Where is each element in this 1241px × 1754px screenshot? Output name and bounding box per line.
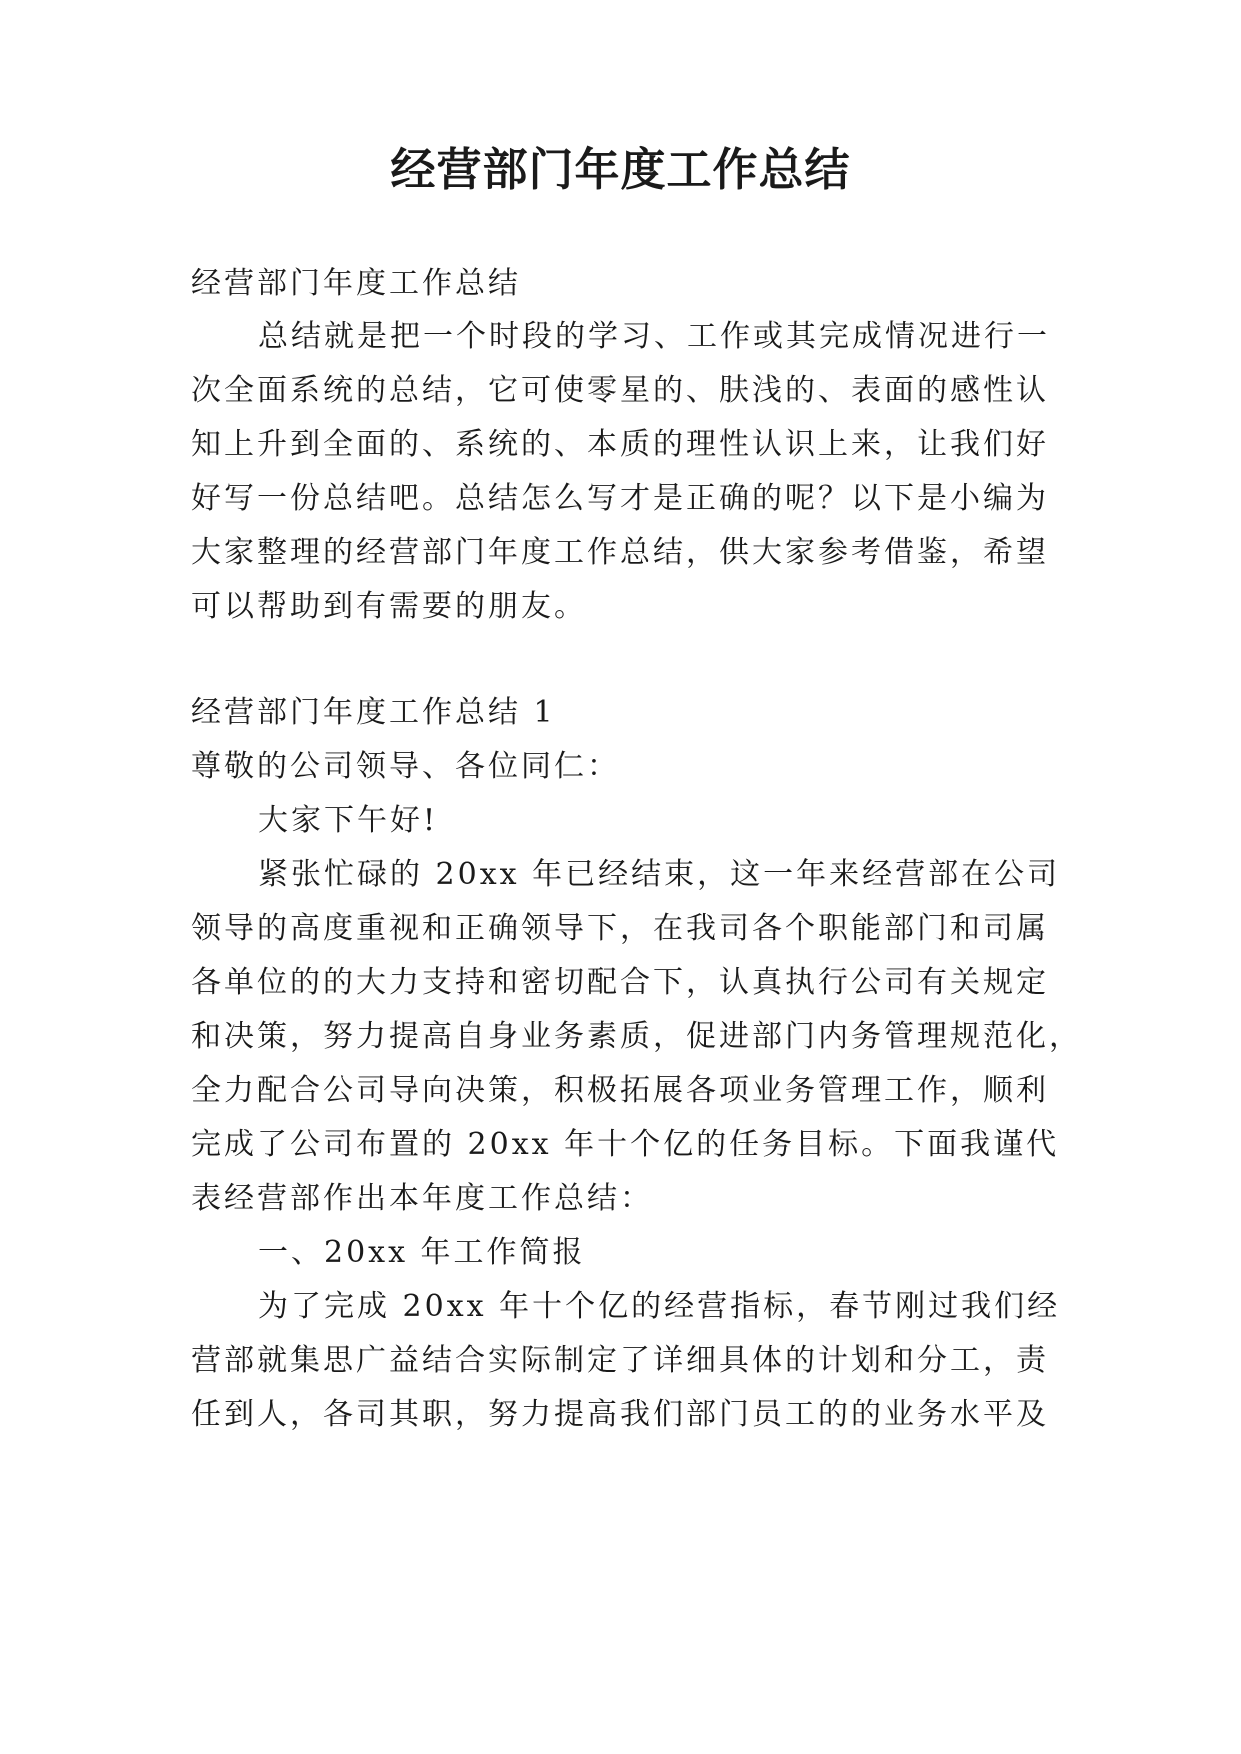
body-line: 全力配合公司导向决策，积极拓展各项业务管理工作，顺利 <box>191 1073 1049 1108</box>
body-line: 和决策，努力提高自身业务素质，促进部门内务管理规范化， <box>191 1019 1082 1054</box>
intro-line: 大家整理的经营部门年度工作总结，供大家参考借鉴，希望 <box>191 535 1049 570</box>
body-line: 领导的高度重视和正确领导下，在我司各个职能部门和司属 <box>191 911 1049 946</box>
body-line: 紧张忙碌的 20xx 年已经结束，这一年来经营部在公司 <box>258 857 1061 892</box>
intro-line: 知上升到全面的、系统的、本质的理性认识上来，让我们好 <box>191 427 1049 462</box>
salutation: 尊敬的公司领导、各位同仁： <box>191 749 620 784</box>
intro-line: 好写一份总结吧。总结怎么写才是正确的呢？以下是小编为 <box>191 481 1049 516</box>
section-heading: 经营部门年度工作总结 1 <box>191 695 556 730</box>
greeting: 大家下午好! <box>258 803 439 838</box>
body-line: 各单位的的大力支持和密切配合下，认真执行公司有关规定 <box>191 965 1049 1000</box>
body-line: 为了完成 20xx 年十个亿的经营指标，春节刚过我们经 <box>258 1289 1061 1324</box>
body-line: 表经营部作出本年度工作总结： <box>191 1181 653 1216</box>
intro-line: 次全面系统的总结，它可使零星的、肤浅的、表面的感性认 <box>191 373 1049 408</box>
subsection-heading: 一、20xx 年工作简报 <box>258 1235 586 1270</box>
intro-line: 可以帮助到有需要的朋友。 <box>191 589 587 624</box>
body-line: 任到人，各司其职，努力提高我们部门员工的的业务水平及 <box>191 1397 1049 1432</box>
intro-line: 总结就是把一个时段的学习、工作或其完成情况进行一 <box>258 319 1050 354</box>
document-title: 经营部门年度工作总结 <box>390 143 851 196</box>
body-line: 营部就集思广益结合实际制定了详细具体的计划和分工，责 <box>191 1343 1049 1378</box>
document-subtitle: 经营部门年度工作总结 <box>191 266 521 301</box>
body-line: 完成了公司布置的 20xx 年十个亿的任务目标。下面我谨代 <box>191 1127 1060 1162</box>
